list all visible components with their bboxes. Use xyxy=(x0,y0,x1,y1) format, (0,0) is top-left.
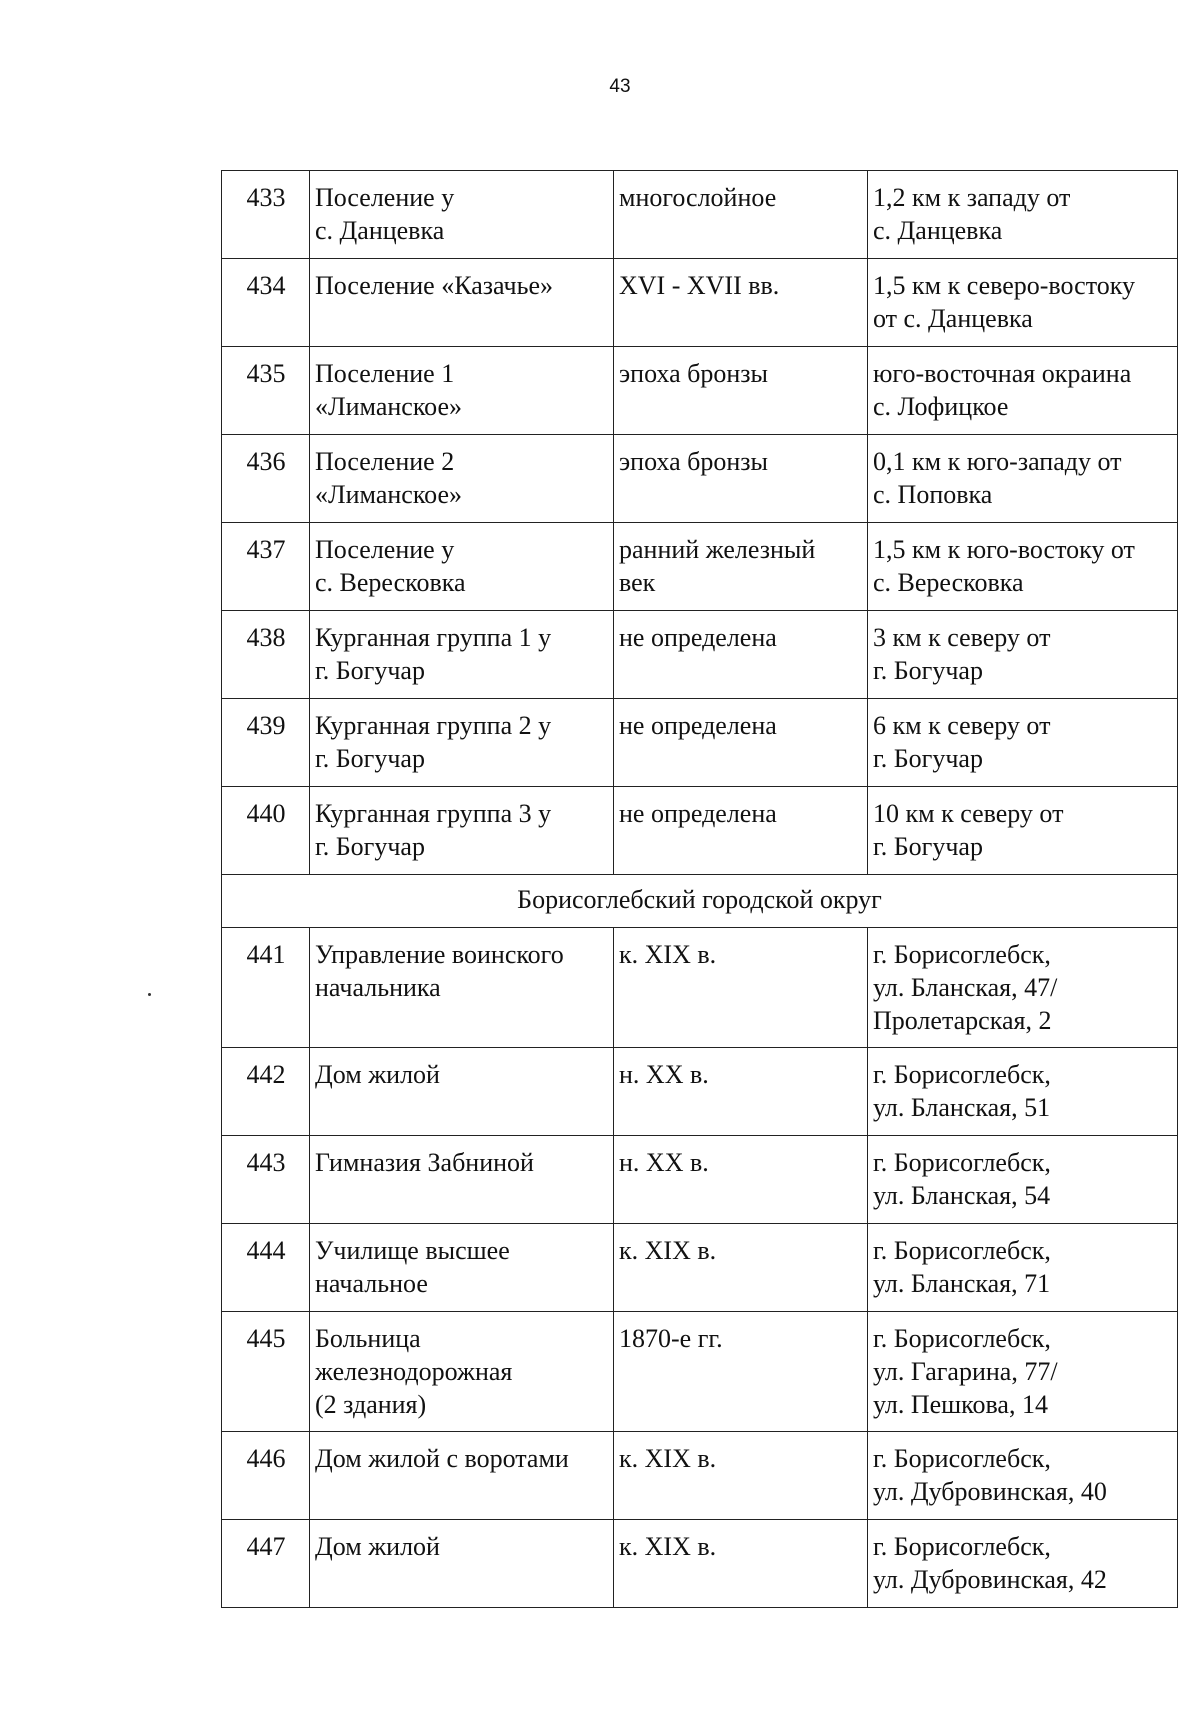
object-name-line: Управление воинского xyxy=(315,940,564,969)
object-dating-line: не определена xyxy=(619,799,777,828)
object-location-line: 3 км к северу от xyxy=(873,623,1051,652)
object-name xyxy=(310,1224,614,1312)
row-number: 437 xyxy=(222,523,310,611)
object-location-line: г. Борисоглебск, xyxy=(873,940,1051,969)
object-location xyxy=(868,1136,1178,1224)
object-name-line: начальное xyxy=(315,1269,428,1298)
object-location-line: с. Лофицкое xyxy=(873,392,1009,421)
table-row xyxy=(222,928,1178,1048)
object-location-line: с. Поповка xyxy=(873,480,993,509)
object-dating xyxy=(614,523,868,611)
object-location-line: 1,5 км к юго-востоку от xyxy=(873,535,1135,564)
object-name-line: Поселение «Казачье» xyxy=(315,271,553,300)
row-number: 442 xyxy=(222,1048,310,1136)
object-location-line: ул. Дубровинская, 42 xyxy=(873,1565,1107,1594)
section-header-row xyxy=(222,875,1178,928)
object-location-line: г. Богучар xyxy=(873,832,983,861)
row-number: 440 xyxy=(222,787,310,875)
object-name-line: г. Богучар xyxy=(315,744,425,773)
object-location xyxy=(868,787,1178,875)
row-number: 444 xyxy=(222,1224,310,1312)
object-name-line: Дом жилой xyxy=(315,1060,440,1089)
table-row xyxy=(222,1048,1178,1136)
object-location-line: 6 км к северу от xyxy=(873,711,1051,740)
table-row xyxy=(222,1136,1178,1224)
object-location xyxy=(868,1224,1178,1312)
object-name-line: Гимназия Забниной xyxy=(315,1148,534,1177)
object-location-line: г. Борисоглебск, xyxy=(873,1148,1051,1177)
object-name-line: (2 здания) xyxy=(315,1390,427,1419)
object-dating-line: н. XX в. xyxy=(619,1148,709,1177)
object-dating-line: многослойное xyxy=(619,183,777,212)
object-name-line: железнодорожная xyxy=(315,1357,513,1386)
object-dating-line: к. XIX в. xyxy=(619,1444,717,1473)
object-location-line: Пролетарская, 2 xyxy=(873,1006,1052,1035)
object-location-line: 0,1 км к юго-западу от xyxy=(873,447,1122,476)
row-number: 436 xyxy=(222,435,310,523)
object-name-line: Поселение у xyxy=(315,183,455,212)
object-location-line: с. Данцевка xyxy=(873,216,1003,245)
table-row xyxy=(222,611,1178,699)
table-row xyxy=(222,699,1178,787)
object-location-line: ул. Бланская, 71 xyxy=(873,1269,1051,1298)
object-name xyxy=(310,259,614,347)
object-name xyxy=(310,611,614,699)
object-dating xyxy=(614,1048,868,1136)
object-dating-line: к. XIX в. xyxy=(619,1532,717,1561)
object-name-line: Поселение у xyxy=(315,535,455,564)
object-location-line: ул. Бланская, 54 xyxy=(873,1181,1051,1210)
row-number: 433 xyxy=(222,171,310,259)
object-name-line: Училище высшее xyxy=(315,1236,510,1265)
object-dating-line: не определена xyxy=(619,711,777,740)
object-location xyxy=(868,523,1178,611)
object-name-line: с. Вересковка xyxy=(315,568,466,597)
row-number: 443 xyxy=(222,1136,310,1224)
object-location-line: ул. Гагарина, 77/ xyxy=(873,1357,1058,1386)
object-dating xyxy=(614,699,868,787)
object-location-line: ул. Бланская, 47/ xyxy=(873,973,1058,1002)
object-location-line: г. Борисоглебск, xyxy=(873,1324,1051,1353)
object-name xyxy=(310,523,614,611)
scan-artifact-dot xyxy=(148,993,151,996)
object-location-line: г. Богучар xyxy=(873,656,983,685)
object-dating-line: не определена xyxy=(619,623,777,652)
object-location-line: г. Борисоглебск, xyxy=(873,1444,1051,1473)
object-location-line: 1,5 км к северо-востоку xyxy=(873,271,1136,300)
object-location xyxy=(868,435,1178,523)
object-dating xyxy=(614,1520,868,1608)
object-dating xyxy=(614,1224,868,1312)
object-location xyxy=(868,347,1178,435)
object-dating-line: XVI - XVII вв. xyxy=(619,271,780,300)
object-location xyxy=(868,611,1178,699)
table-row xyxy=(222,1224,1178,1312)
object-location-line: 10 км к северу от xyxy=(873,799,1064,828)
object-location-line: г. Борисоглебск, xyxy=(873,1532,1051,1561)
page-number: 43 xyxy=(609,76,631,97)
object-name-line: «Лиманское» xyxy=(315,392,462,421)
object-name-line: с. Данцевка xyxy=(315,216,445,245)
object-location xyxy=(868,259,1178,347)
object-location-line: ул. Бланская, 51 xyxy=(873,1093,1051,1122)
object-dating-line: к. XIX в. xyxy=(619,940,717,969)
object-name-line: Дом жилой с воротами xyxy=(315,1444,569,1473)
object-name-line: г. Богучар xyxy=(315,656,425,685)
object-location xyxy=(868,1520,1178,1608)
object-name-line: г. Богучар xyxy=(315,832,425,861)
object-name-line: Поселение 2 xyxy=(315,447,455,476)
section-title: Борисоглебский городской округ xyxy=(222,875,1178,928)
object-name xyxy=(310,928,614,1048)
object-dating-line: эпоха бронзы xyxy=(619,447,769,476)
table-row xyxy=(222,347,1178,435)
object-dating xyxy=(614,435,868,523)
object-name-line: начальника xyxy=(315,973,441,1002)
table-row xyxy=(222,171,1178,259)
object-location-line: с. Вересковка xyxy=(873,568,1024,597)
object-dating xyxy=(614,1136,868,1224)
object-dating xyxy=(614,1312,868,1432)
table-row xyxy=(222,1520,1178,1608)
object-dating xyxy=(614,259,868,347)
object-location-line: г. Борисоглебск, xyxy=(873,1060,1051,1089)
table-body xyxy=(222,171,1178,1608)
object-name xyxy=(310,1432,614,1520)
object-dating-line: эпоха бронзы xyxy=(619,359,769,388)
object-name-line: Поселение 1 xyxy=(315,359,455,388)
object-name-line: Курганная группа 1 у xyxy=(315,623,552,652)
object-name-line: Больница xyxy=(315,1324,421,1353)
object-dating xyxy=(614,1432,868,1520)
object-name xyxy=(310,435,614,523)
row-number: 434 xyxy=(222,259,310,347)
object-location-line: 1,2 км к западу от xyxy=(873,183,1071,212)
object-name-line: Курганная группа 3 у xyxy=(315,799,552,828)
object-dating-line: 1870-е гг. xyxy=(619,1324,723,1353)
object-name xyxy=(310,699,614,787)
object-name xyxy=(310,1136,614,1224)
object-location xyxy=(868,171,1178,259)
row-number: 441 xyxy=(222,928,310,1048)
object-dating-line: ранний железный xyxy=(619,535,816,564)
object-location xyxy=(868,1432,1178,1520)
object-location xyxy=(868,928,1178,1048)
object-location xyxy=(868,1312,1178,1432)
row-number: 446 xyxy=(222,1432,310,1520)
object-dating xyxy=(614,611,868,699)
object-name xyxy=(310,1048,614,1136)
table-row xyxy=(222,435,1178,523)
table-row xyxy=(222,1312,1178,1432)
object-dating-line: век xyxy=(619,568,656,597)
object-location-line: от с. Данцевка xyxy=(873,304,1033,333)
object-name xyxy=(310,1312,614,1432)
object-dating-line: н. XX в. xyxy=(619,1060,709,1089)
row-number: 435 xyxy=(222,347,310,435)
object-name-line: «Лиманское» xyxy=(315,480,462,509)
object-location-line: г. Богучар xyxy=(873,744,983,773)
object-location-line: юго-восточная окраина xyxy=(873,359,1132,388)
object-dating xyxy=(614,928,868,1048)
object-dating-line: к. XIX в. xyxy=(619,1236,717,1265)
table-row xyxy=(222,787,1178,875)
heritage-objects-table xyxy=(221,170,1178,1608)
object-location-line: г. Борисоглебск, xyxy=(873,1236,1051,1265)
object-name xyxy=(310,347,614,435)
object-dating xyxy=(614,347,868,435)
object-name xyxy=(310,171,614,259)
table-row xyxy=(222,259,1178,347)
object-name-line: Курганная группа 2 у xyxy=(315,711,552,740)
table-row xyxy=(222,523,1178,611)
object-location-line: ул. Дубровинская, 40 xyxy=(873,1477,1107,1506)
row-number: 445 xyxy=(222,1312,310,1432)
object-location-line: ул. Пешкова, 14 xyxy=(873,1390,1048,1419)
row-number: 447 xyxy=(222,1520,310,1608)
object-location xyxy=(868,699,1178,787)
object-dating xyxy=(614,171,868,259)
object-name xyxy=(310,787,614,875)
object-name-line: Дом жилой xyxy=(315,1532,440,1561)
row-number: 439 xyxy=(222,699,310,787)
object-dating xyxy=(614,787,868,875)
object-name xyxy=(310,1520,614,1608)
table-row xyxy=(222,1432,1178,1520)
row-number: 438 xyxy=(222,611,310,699)
object-location xyxy=(868,1048,1178,1136)
